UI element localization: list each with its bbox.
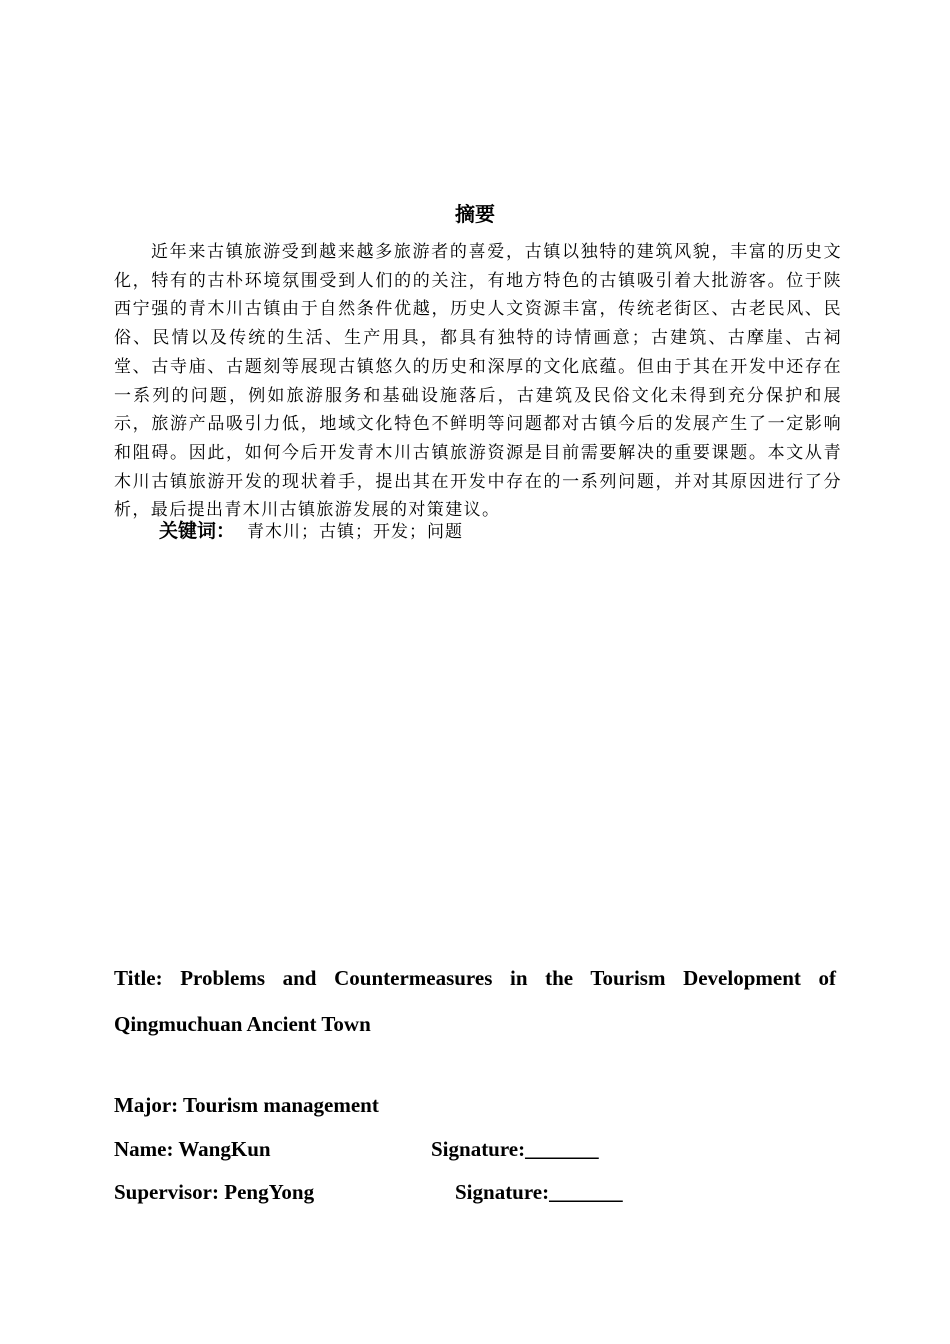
supervisor-signature: Signature:_______ bbox=[455, 1180, 623, 1204]
student-signature: Signature:_______ bbox=[431, 1137, 599, 1161]
supervisor-name: Supervisor: PengYong bbox=[114, 1180, 315, 1204]
abstract-heading: 摘要 bbox=[455, 202, 495, 226]
keywords-value: 青木川；古镇；开发；问题 bbox=[247, 522, 464, 542]
abstract-body: 近年来古镇旅游受到越来越多旅游者的喜爱，古镇以独特的建筑风貌，丰富的历史文化，特有的古朴环境氛围受到人们的的关注，有地方特色的古镇吸引着大批游客。位于陕西宁强的青木川古镇由于自然条件优越，历史人文资源丰富，传统老街区、古老民风、民俗、民情以及传统的生活、生产用具，都具有独特的诗情画意；古建筑、古摩崖、古祠堂、古寺庙、古题刻等展现古镇悠久的历史和深厚的文化底蕴。但由于其在开发中还存在一系列的问题，例如旅游服务和基础设施落后，古建筑及民俗文化未得到充分保护和展示，旅游产品吸引力低，地域文化特色不鲜明等问题都对古镇今后的发展产生了一定影响和阻碍。因此，如何今后开发青木川古镇旅游资源是目前需要解决的重要课题。本文从青木川古镇旅游开发的现状着手，提出其在开发中存在的一系列问题，并对其原因进行了分析，最后提出青木川古镇旅游发展的对策建议。 bbox=[114, 242, 842, 521]
keywords-line bbox=[159, 517, 463, 546]
student-name: Name: WangKun bbox=[114, 1137, 271, 1161]
major-line: Major: Tourism management bbox=[114, 1093, 379, 1117]
keywords-label: 关键词： bbox=[159, 520, 236, 542]
english-title: Title: Problems and Countermeasures in the Tourism Development of Qingmuchuan Ancient Town bbox=[114, 966, 836, 1036]
